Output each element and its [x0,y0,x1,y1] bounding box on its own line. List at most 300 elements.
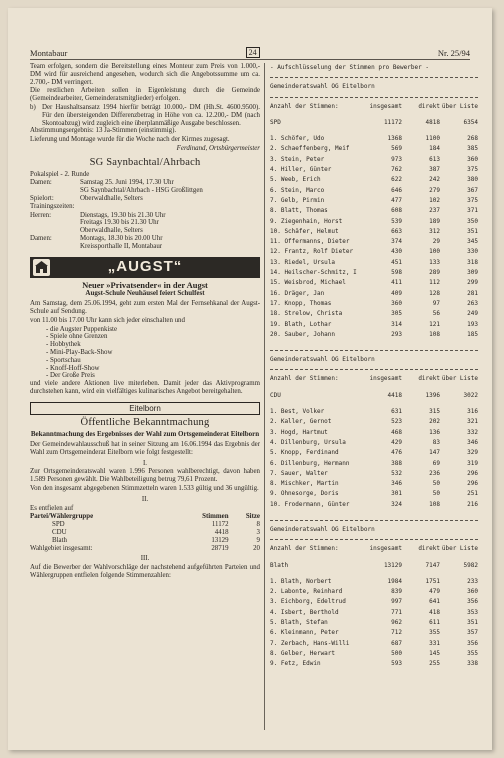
candidate-row [270,649,478,659]
vote-result: Abstimmungsergebnis: 13 Ja-Stimmen (einstimmig). [30,127,177,135]
sg-damen2-value [80,235,163,251]
candidate-row [270,330,478,340]
sg-damen2-line2: Kreissporthalle II, Montabaur [80,242,163,250]
cell: 13. Riedel, Ursula [270,258,336,266]
candidate-row [270,237,478,247]
cell: 17. Knopp, Thomas [270,299,332,307]
list-item: - Hobbythek [46,341,260,349]
candidate-block [270,77,478,346]
candidate-row [270,289,478,299]
cell: 10. Frodermann, Günter [270,500,350,508]
cell: 185 [467,330,478,338]
augst-text2: von 11.00 bis 17.00 Uhr kann sich jeder einschalten und [30,316,185,324]
list-item: - Spiele ohne Grenzen [46,333,260,341]
cell: 289 [429,269,440,277]
cell: 2. Kaller, Gernot [270,418,332,426]
candidate-row [270,268,478,278]
candidate-block [270,350,478,516]
candidate-row [270,134,478,144]
cell: 237 [429,207,440,215]
item-b-text: Der Haushaltsansatz 1994 hierfür beträgt 10.000,- DM (Hh.St. 4600.9500). Für den übersteigenden Differenzbetrag in Höhe von ca. 12.200,- DM (nach Skontoabzug) wird zugleich eine überplanmäßige Ausgabe beschlossen. [42,103,260,127]
cell: insgesamt [369,375,402,383]
candidate-row [270,577,478,587]
cell: 50 [432,480,440,488]
cell: über Liste [441,545,478,553]
sg-damen-value [80,179,203,195]
table-row [30,529,260,537]
cell: 593 [391,660,402,668]
cell: 409 [391,289,402,297]
cell: 102 [429,196,440,204]
cell: 133 [429,258,440,266]
cell: 251 [467,490,478,498]
candidate-row [270,428,478,438]
th-party: Partei/Wählergruppe [30,513,94,521]
divider [270,77,478,78]
cell: direkt [418,545,440,553]
cell: 539 [391,217,402,225]
sg-damen-date: Samstag 25. Juni 1994, 17.30 Uhr [80,179,174,187]
cell: 1. Best, Volker [270,408,325,416]
cell: 1368 [387,135,402,143]
cell: 12. Frantz, Rolf Dieter [270,248,354,256]
sg-spielort-key: Spielort: [30,194,54,202]
cell: 1100 [425,135,440,143]
party-name: SPD [52,521,65,529]
cell: 3. Hogd, Hartmut [270,428,328,436]
item-b [30,104,260,127]
cell: 147 [429,449,440,457]
cell: 9. Ohnesorge, Doris [270,490,339,498]
cell: 145 [429,649,440,657]
cell: 477 [391,196,402,204]
sg-herren-line2: Freitags 19.30 bis 21.30 Uhr [80,219,159,227]
cell: 1. Blath, Norbert [270,577,332,585]
cell: 97 [432,299,440,307]
cell: 375 [467,166,478,174]
cell: 10. Schäfer, Helmut [270,227,339,235]
cell: 500 [391,649,402,657]
cell: 338 [467,660,478,668]
divider [270,369,478,370]
candidate-row [270,448,478,458]
cell: 329 [467,449,478,457]
candidate-row [270,247,478,257]
candidate-row [270,417,478,427]
divider [270,520,478,521]
cell: 312 [429,227,440,235]
bek-p1: Zur Ortsgemeinderatswahl waren 1.996 Personen wahlberechtigt, davon haben 1.589 Personen gewählt. Die Wahlbeteiligung betrug 79,61 Prozent. [30,468,260,484]
cell: 762 [391,166,402,174]
delivery-note: Lieferung und Montage wurde für die Woche nach der Kirmes zugesagt. [30,136,230,144]
table-total-row [30,545,260,553]
cell: 8. Blatt, Thomas [270,207,328,215]
cell: 962 [391,619,402,627]
cell: Anzahl der Stimmen: [270,102,339,110]
cell: 108 [429,330,440,338]
cell: 631 [391,408,402,416]
item-b-label: b) [30,103,36,111]
candidate-row [270,155,478,165]
cell: 355 [429,629,440,637]
cell: SPD [270,118,281,126]
cell: 608 [391,207,402,215]
cell: 216 [467,500,478,508]
header-town: Montabaur [30,47,68,58]
cell: 8. Gelber, Herwart [270,649,336,657]
sg-damen2-line1: Montags, 18.30 bis 20.00 Uhr [80,234,163,242]
candidate-row [270,196,478,206]
cell: 479 [429,588,440,596]
party-seats: 8 [256,521,260,529]
cell: 236 [429,469,440,477]
candidate-row [270,175,478,185]
cell: 56 [432,310,440,318]
cell: 4. Isbert, Berthold [270,608,339,616]
school-logo-icon [33,259,50,276]
cell: 4. Dillenburg, Ursula [270,438,346,446]
sg-title: SG Saynbachtal/Ahrbach [89,156,201,168]
sg-damen-match: SG Saynbachtal/Ahrbach - HSG Großlittgen [80,187,203,195]
bek-p2: Von den insgesamt abgegebenen Stimmzetteln waren 1.533 gültig und 36 ungültig. [30,485,259,493]
sg-damen-key: Damen: [30,179,52,187]
cell: 1. Schöfer, Udo [270,135,325,143]
cell: 712 [391,629,402,637]
cell: 569 [391,145,402,153]
table-header [30,513,260,521]
candidate-row [270,258,478,268]
cell: 357 [467,629,478,637]
divider [270,350,478,351]
candidate-row [270,489,478,499]
cell: 523 [391,418,402,426]
section-number: II. [141,495,149,503]
cell: 346 [391,480,402,488]
cell: 663 [391,227,402,235]
cell: Anzahl der Stimmen: [270,545,339,553]
intro-paragraph: Team erfolgen, sondern die Bereitstellung eines Monteur zum Preis von 1.000,- DM wird für ausreichend angesehen, wodurch sich die Angebotssumme um ca. 2.700,- DM verringert. [30,63,260,86]
augst-title: Neuer »Privatsender« in der Augst [82,279,208,290]
cell: über Liste [441,102,478,110]
cell: 622 [391,176,402,184]
block-header-row [270,544,478,554]
candidate-row [270,587,478,597]
block-header-row [270,102,478,112]
candidate-row [270,459,478,469]
cell: 100 [429,248,440,256]
cell: 281 [467,289,478,297]
cell: 233 [467,577,478,585]
cell: 6354 [463,118,478,126]
signature: Ferdinand, Ortsbürgermeister [176,144,260,152]
cell: 314 [391,320,402,328]
cell: 7. Gelb, Pirmin [270,196,325,204]
cell: 19. Blath, Lothar [270,320,332,328]
party-total-row [270,118,478,128]
cell: 353 [467,608,478,616]
sg-training: Trainingszeiten: [30,202,75,210]
candidate-row [270,186,478,196]
cell: 375 [467,196,478,204]
cell: 14. Heilscher-Schmitz, I [270,269,357,277]
cell: 4418 [387,391,402,399]
total-label: Wahlgebiet insgesamt: [30,544,93,552]
cell: 112 [429,279,440,287]
cell: 351 [467,619,478,627]
cell: 598 [391,269,402,277]
candidate-row [270,206,478,216]
party-results-table [30,513,260,552]
page-number: 24 [246,47,260,58]
cell: 242 [429,176,440,184]
cell: 367 [467,186,478,194]
augst-banner [30,257,260,278]
cell: 193 [467,320,478,328]
cell: 1396 [425,391,440,399]
cell: 293 [391,330,402,338]
cell: 324 [391,500,402,508]
cell: 296 [467,480,478,488]
cell: 2. Labonte, Reinhard [270,588,343,596]
candidate-row [270,500,478,510]
cell: 839 [391,588,402,596]
cell: 356 [467,639,478,647]
cell: 189 [429,217,440,225]
cell: 136 [429,428,440,436]
candidate-row [270,597,478,607]
cell: 108 [429,500,440,508]
cell: 8. Mischker, Martin [270,480,339,488]
th-seats: Sitze [245,513,260,521]
cell: 380 [467,176,478,184]
cell: 356 [467,598,478,606]
divider [270,539,478,540]
cell: 4. Hiller, Günter [270,166,332,174]
cell: 476 [391,449,402,457]
cell: 6. Kleinmann, Peter [270,629,339,637]
cell: 315 [429,408,440,416]
cell: 360 [467,588,478,596]
cell: 1984 [387,577,402,585]
cell: 5. Blath, Stefan [270,619,328,627]
candidate-row [270,217,478,227]
cell: 2. Schaeffenberg, Meif [270,145,350,153]
party-seats: 3 [256,529,260,537]
bek-p3: Es entfielen auf [30,504,74,512]
cell: über Liste [441,375,478,383]
cell: 360 [467,155,478,163]
block-title: Gemeinderatswahl OG Eitelborn [270,356,375,364]
column-divider [264,63,265,730]
cell: 50 [432,490,440,498]
candidate-row [270,227,478,237]
cell: 973 [391,155,402,163]
augst-closing: und viele andere Aktionen live miterleben. Damit jeder das Aktivprogramm durchstehen kann, wird ein vielfältiges kulinarisches Angebot bereitgehalten. [30,380,260,395]
cell: 332 [467,428,478,436]
cell: 9. Fetz, Edwin [270,660,321,668]
candidate-row [270,278,478,288]
issue-number: Nr. 25/94 [437,47,470,58]
candidate-row [270,628,478,638]
cell: 371 [467,207,478,215]
candidate-row [270,639,478,649]
candidate-row [270,407,478,417]
cell: 1751 [425,577,440,585]
party-total-row [270,561,478,571]
sg-line1: Pokalspiel - 2. Runde [30,170,90,178]
block-title: Gemeinderatswahl OG Eitelborn [270,83,375,91]
sg-herren-line1: Dienstags, 19.30 bis 21.30 Uhr [80,211,166,219]
sg-damen [30,179,260,195]
cell: 202 [429,418,440,426]
sg-herren-value [80,212,166,235]
cell: Blath [270,561,289,569]
cell: 184 [429,145,440,153]
candidate-blocks [270,77,478,675]
right-column [270,63,478,676]
cell: 330 [467,248,478,256]
cell: 355 [467,649,478,657]
cell: 5982 [463,561,478,569]
cell: 388 [391,459,402,467]
cell: Anzahl der Stimmen: [270,375,339,383]
section-box-label: Eitelborn [30,402,260,416]
cell: 687 [391,639,402,647]
cell: 13129 [383,561,402,569]
cell: 5. Knopp, Ferdinand [270,449,339,457]
page-header [30,46,470,60]
cell: 997 [391,598,402,606]
left-column [30,63,260,581]
cell: CDU [270,391,281,399]
cell: 6. Stein, Marco [270,186,325,194]
augst-text: Am Samstag, dem 25.06.1994, geht zum ersten Mal der Fernsehkanal der Augst-Schule auf Sendung. [30,300,260,315]
cell: 374 [391,238,402,246]
augst-subtitle: Augst-Schule Neuhäusel feiert Schulfest [85,289,205,298]
cell: 646 [391,186,402,194]
table-row [30,537,260,545]
candidate-row [270,469,478,479]
candidate-row [270,608,478,618]
cell: 7. Sauer, Walter [270,469,328,477]
bek-p4: Auf die Bewerber der Wahlvorschläge der nachstehend aufgeführten Parteien und Wählergruppen entfielen folgende Stimmenzahlen: [30,564,260,580]
cell: 771 [391,608,402,616]
newspaper-page [8,8,492,750]
cell: 263 [467,299,478,307]
cell: 418 [429,608,440,616]
cell: 301 [391,490,402,498]
candidate-row [270,438,478,448]
cell: 296 [467,469,478,477]
breakdown-title: - Aufschlüsselung der Stimmen pro Bewerber - [270,64,429,71]
candidate-row [270,165,478,175]
list-item: - Der Große Preis [46,372,260,380]
cell: direkt [418,102,440,110]
cell: 3. Stein, Peter [270,155,325,163]
banner-word: „AUGST“ [107,258,183,276]
cell: 121 [429,320,440,328]
cell: 611 [429,619,440,627]
bek-subtitle: Bekanntmachung des Ergebnisses der Wahl zum Ortsgemeinderat Eitelborn [30,430,260,439]
cell: 18. Strelow, Christa [270,310,343,318]
candidate-row [270,299,478,309]
total-votes: 28719 [211,544,229,552]
cell: 29 [432,238,440,246]
sg-herren-key: Herren: [30,211,52,219]
list-item: - Knoff-Hoff-Show [46,365,260,373]
cell: 5. Weeb, Erich [270,176,321,184]
party-name: CDU [52,529,67,537]
cell: 279 [429,186,440,194]
cell: 331 [429,639,440,647]
section-number: I. [142,459,148,467]
party-votes: 13129 [211,536,229,544]
cell: 387 [429,166,440,174]
party-name: Blath [52,536,67,544]
table-row [30,521,260,529]
candidate-row [270,659,478,669]
cell: 532 [391,469,402,477]
cell: 411 [391,279,402,287]
cell: 7147 [425,561,440,569]
cell: 128 [429,289,440,297]
cell: 350 [467,217,478,225]
cell: 11. Offermanns, Dieter [270,238,350,246]
bek-text: Der Gemeindewahlausschuß hat in seiner Sitzung am 16.06.1994 das Ergebnis der Wahl zum Ortsgemeinderat Eitelborn wie folgt festgestellt: [30,441,260,456]
party-votes: 11172 [211,521,229,529]
cell: 429 [391,438,402,446]
cell: 309 [467,269,478,277]
bek-title: Öffentliche Bekanntmachung [80,417,210,429]
candidate-row [270,309,478,319]
cell: 9. Ziegenhain, Horst [270,217,343,225]
cell: 318 [467,258,478,266]
cell: 69 [432,459,440,467]
cell: 3. Eichborg, Edeltrud [270,598,346,606]
cell: 16. Dräger, Jan [270,289,325,297]
cell: 20. Sauber, Johann [270,330,336,338]
cell: 321 [467,418,478,426]
cell: 7. Zerbach, Hans-Willi [270,639,350,647]
cell: 345 [467,238,478,246]
cell: 641 [429,598,440,606]
candidate-block [270,520,478,676]
cell: 255 [429,660,440,668]
cell: direkt [418,375,440,383]
cell: 11172 [383,118,402,126]
candidate-row [270,144,478,154]
cell: 249 [467,310,478,318]
list-item: - die Augster Puppenkiste [46,326,260,334]
total-seats: 20 [253,544,260,552]
cell: insgesamt [369,102,402,110]
cell: 268 [467,135,478,143]
cell: 351 [467,227,478,235]
cell: 15. Weisbrod, Michael [270,279,346,287]
cell: 83 [432,438,440,446]
block-header-row [270,374,478,384]
party-votes: 4418 [214,529,229,537]
cell: 305 [391,310,402,318]
list-item: - Mini-Play-Back-Show [46,349,260,357]
cell: 6. Dillenburg, Hermann [270,459,350,467]
cell: 316 [467,408,478,416]
cell: 451 [391,258,402,266]
cell: 468 [391,428,402,436]
party-total-row [270,391,478,401]
party-seats: 9 [256,536,260,544]
sg-damen2-key: Damen: [30,234,52,242]
